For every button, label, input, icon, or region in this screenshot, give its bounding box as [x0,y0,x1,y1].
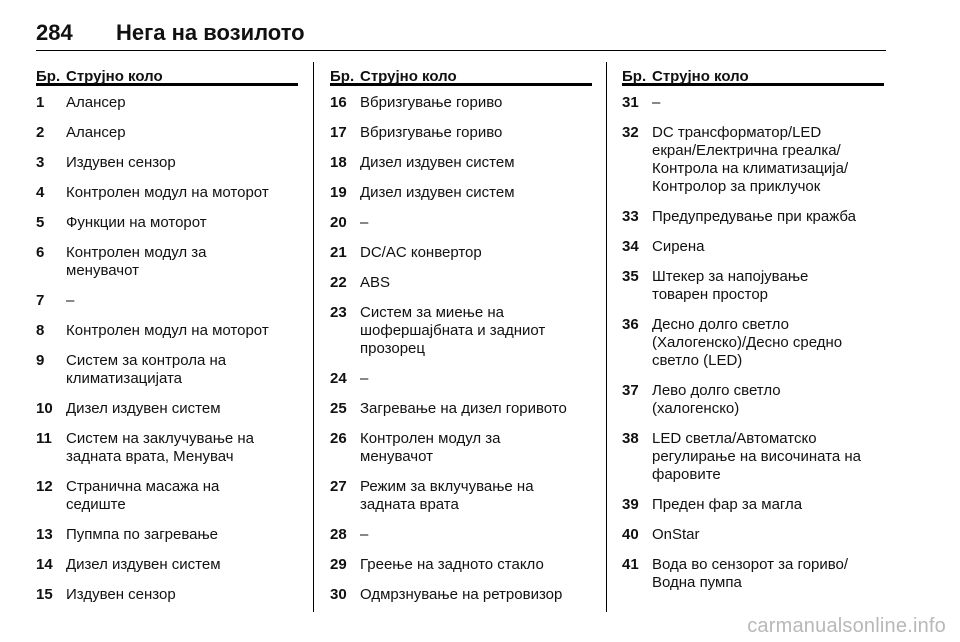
fuse-number: 7 [36,292,45,309]
fuse-number: 13 [36,526,53,543]
fuse-number: 9 [36,352,45,369]
circuit-name: – [360,370,369,387]
fuse-number: 14 [36,556,53,573]
table-row [330,124,592,154]
table-row [622,526,884,556]
fuse-number: 5 [36,214,45,231]
fuse-number: 4 [36,184,45,201]
circuit-name: Греење на задното стакло [360,556,544,573]
table-row [330,586,592,616]
fuse-number: 25 [330,400,347,417]
header-number: Бр. [622,68,647,85]
circuit-name: Вода во сензорот за гориво/ Водна пумпа [652,556,849,591]
circuit-name: Предупредување при кражба [652,208,857,225]
table-header [622,62,884,86]
circuit-name: Издувен сензор [66,586,176,603]
circuit-name: DC трансформатор/LED екран/Електрична греалка/ Контрола на климатизација/ Контролор за приклучок [652,124,849,195]
circuit-name: – [652,94,661,111]
table-row [36,124,298,154]
fuse-number: 21 [330,244,347,261]
fuse-number: 24 [330,370,347,387]
fuse-number: 27 [330,478,347,495]
fuse-number: 8 [36,322,45,339]
header-circuit: Струјно коло [360,68,457,85]
table-row [330,184,592,214]
table-row [330,214,592,244]
fuse-number: 31 [622,94,639,111]
circuit-name: Вбризгување гориво [360,94,503,111]
fuse-number: 10 [36,400,53,417]
header-number: Бр. [36,68,61,85]
circuit-name: Дизел издувен систем [66,400,221,417]
header-divider [36,50,886,51]
table-row [36,322,298,352]
watermark: carmanualsonline.info [747,615,946,637]
table-row [36,586,298,616]
fuse-number: 39 [622,496,639,513]
fuse-number: 35 [622,268,639,285]
circuit-name: Алансер [66,124,126,141]
fuse-number: 30 [330,586,347,603]
fuse-number: 6 [36,244,45,261]
table-row [622,496,884,526]
table-row [330,94,592,124]
table-row [36,94,298,124]
fuse-number: 41 [622,556,639,573]
circuit-name: Десно долго светло (Халогенско)/Десно средно светло (LED) [652,316,843,369]
circuit-name: Контролен модул за менувачот [360,430,501,465]
circuit-name: – [360,214,369,231]
header-circuit: Струјно коло [652,68,749,85]
page-title: Нега на возилото [116,20,305,45]
circuit-name: Вбризгување гориво [360,124,503,141]
circuit-name: Функции на моторот [66,214,207,231]
circuit-name: Издувен сензор [66,154,176,171]
fuse-number: 29 [330,556,347,573]
table-row [330,304,592,370]
circuit-name: LED светла/Автоматско регулирање на височината на фаровите [652,430,861,483]
fuse-number: 3 [36,154,45,171]
row-list [622,94,884,604]
circuit-name: Дизел издувен систем [360,184,515,201]
fuse-number: 20 [330,214,347,231]
fuse-number: 17 [330,124,347,141]
fuse-column-3 [622,62,884,604]
circuit-name: – [66,292,75,309]
circuit-name: Преден фар за магла [652,496,803,513]
table-row [330,154,592,184]
fuse-number: 34 [622,238,639,255]
fuse-number: 37 [622,382,639,399]
fuse-column-1 [36,62,298,616]
page-number: 284 [36,20,73,45]
circuit-name: Систем за контрола на климатизацијата [66,352,227,387]
table-row [36,154,298,184]
circuit-name: Одмрзнување на ретровизор [360,586,563,603]
table-row [36,292,298,322]
header-circuit: Струјно коло [66,68,163,85]
fuse-number: 23 [330,304,347,321]
table-row [622,208,884,238]
table-header [36,62,298,86]
table-row [622,430,884,496]
fuse-number: 32 [622,124,639,141]
table-row [330,244,592,274]
circuit-name: OnStar [652,526,700,543]
page-header [36,20,886,46]
circuit-name: Алансер [66,94,126,111]
table-row [622,556,884,604]
table-header [330,62,592,86]
fuse-number: 11 [36,430,52,447]
table-row [622,316,884,382]
table-row [330,478,592,526]
circuit-name: Лево долго светло (халогенско) [652,382,781,417]
circuit-name: Контролен модул на моторот [66,322,269,339]
circuit-name: Пупмпа по загревање [66,526,219,543]
fuse-number: 16 [330,94,347,111]
table-row [622,124,884,208]
column-divider [606,62,607,612]
table-row [36,352,298,400]
header-number: Бр. [330,68,355,85]
table-row [36,430,298,478]
table-row [622,238,884,268]
row-list [36,94,298,616]
table-row [36,214,298,244]
circuit-name: Режим за вклучување на задната врата [360,478,534,513]
fuse-number: 36 [622,316,639,333]
table-row [36,478,298,526]
circuit-name: Контролен модул на моторот [66,184,269,201]
circuit-name: Дизел издувен систем [360,154,515,171]
circuit-name: Систем за миење на шофершајбната и задниот прозорец [360,304,546,357]
table-row [36,556,298,586]
fuse-number: 12 [36,478,53,495]
fuse-number: 18 [330,154,347,171]
table-row [330,370,592,400]
column-divider [313,62,314,612]
circuit-name: Штекер за напојување товарен простор [652,268,809,303]
table-row [330,526,592,556]
circuit-name: Дизел издувен систем [66,556,221,573]
fuse-number: 40 [622,526,639,543]
table-row [622,268,884,316]
fuse-number: 33 [622,208,639,225]
circuit-name: ABS [360,274,391,291]
circuit-name: Систем на заклучување на задната врата, Менувач [66,430,255,465]
fuse-number: 26 [330,430,347,447]
fuse-number: 1 [36,94,45,111]
table-row [36,400,298,430]
circuit-name: Сирена [652,238,705,255]
circuit-name: Контролен модул за менувачот [66,244,207,279]
table-row [330,556,592,586]
table-row [330,274,592,304]
table-row [330,400,592,430]
circuit-name: Странична масажа на седиште [66,478,220,513]
table-row [36,526,298,556]
circuit-name: – [360,526,369,543]
fuse-number: 2 [36,124,45,141]
circuit-name: Загревање на дизел горивото [360,400,567,417]
fuse-number: 22 [330,274,347,291]
fuse-number: 38 [622,430,639,447]
table-row [36,184,298,214]
table-row [330,430,592,478]
fuse-number: 19 [330,184,347,201]
fuse-number: 15 [36,586,53,603]
table-row [622,94,884,124]
table-row [36,244,298,292]
table-row [622,382,884,430]
fuse-column-2 [330,62,592,616]
fuse-number: 28 [330,526,347,543]
circuit-name: DC/AC конвертор [360,244,482,261]
row-list [330,94,592,616]
